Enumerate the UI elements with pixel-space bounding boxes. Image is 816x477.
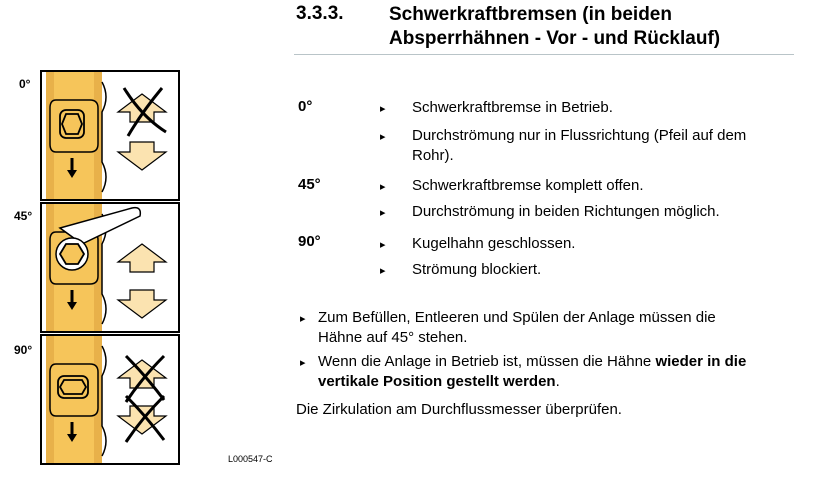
position-0-item-2: Durchströmung nur in Flussrichtung (Pfeil auf dem bbox=[412, 127, 747, 144]
note-2-text: Wenn die Anlage in Betrieb ist, müssen die Hähne bbox=[318, 353, 652, 370]
bullet-arrow-icon: ▸ bbox=[380, 239, 386, 251]
section-title-line1: Schwerkraftbremsen (in beiden bbox=[389, 4, 672, 25]
figure-label-45: 45° bbox=[14, 209, 33, 223]
note-2-line-2 bbox=[318, 372, 560, 392]
bullet-arrow-icon: ▸ bbox=[300, 313, 306, 325]
position-45-item-1: Schwerkraftbremse komplett offen. bbox=[412, 177, 644, 194]
position-0-item-2-cont: Rohr). bbox=[412, 147, 454, 164]
note-2-line-1 bbox=[318, 352, 746, 372]
section-title-line2: Absperrhähnen - Vor - und Rücklauf) bbox=[389, 28, 721, 49]
section-title bbox=[389, 3, 809, 51]
note-2-bold-2: vertikale Position gestellt werden bbox=[318, 373, 556, 390]
degree-label-0: 0° bbox=[298, 98, 313, 115]
valve-figure-90-deg bbox=[40, 334, 180, 465]
note-1-line-1: Zum Befüllen, Entleeren und Spülen der Anlage müssen die bbox=[318, 309, 716, 326]
valve-figure-45-deg bbox=[40, 202, 180, 333]
bullet-arrow-icon: ▸ bbox=[380, 131, 386, 143]
position-0-item-1: Schwerkraftbremse in Betrieb. bbox=[412, 99, 613, 116]
heading-rule bbox=[294, 54, 794, 55]
valve-figure-0-deg bbox=[40, 70, 180, 201]
bullet-arrow-icon: ▸ bbox=[300, 357, 306, 369]
section-number: 3.3.3. bbox=[296, 3, 344, 24]
position-90-item-2: Strömung blockiert. bbox=[412, 261, 542, 278]
position-45-item-2: Durchströmung in beiden Richtungen möglich. bbox=[412, 203, 720, 220]
note-2-end: . bbox=[555, 373, 560, 390]
degree-label-45: 45° bbox=[298, 176, 321, 193]
bullet-arrow-icon: ▸ bbox=[380, 207, 386, 219]
bullet-arrow-icon: ▸ bbox=[380, 265, 386, 277]
figure-label-90: 90° bbox=[14, 343, 33, 357]
degree-label-90: 90° bbox=[298, 233, 321, 250]
figure-label-0: 0° bbox=[19, 77, 31, 91]
figure-code: L000547-C bbox=[228, 454, 273, 464]
bullet-arrow-icon: ▸ bbox=[380, 103, 386, 115]
position-90-item-1: Kugelhahn geschlossen. bbox=[412, 235, 576, 252]
note-1-line-2: Hähne auf 45° stehen. bbox=[318, 329, 468, 346]
note-2-bold-1: wieder in die bbox=[655, 353, 747, 370]
bullet-arrow-icon: ▸ bbox=[380, 181, 386, 193]
footer-text: Die Zirkulation am Durchflussmesser überprüfen. bbox=[296, 401, 622, 418]
